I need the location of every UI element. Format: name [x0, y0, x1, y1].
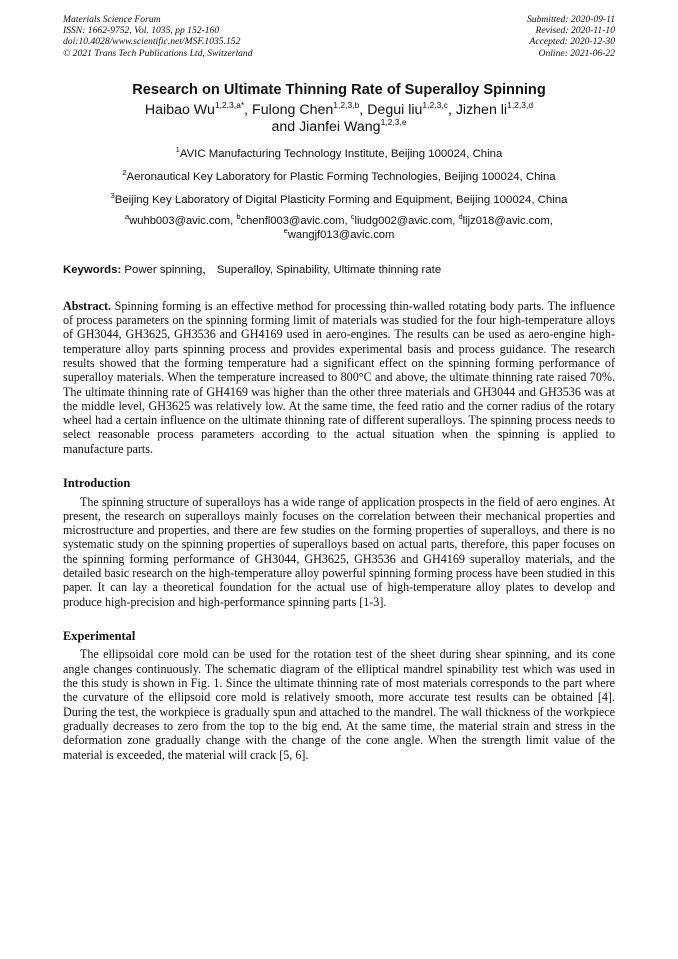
- affiliation-text: AVIC Manufacturing Technology Institute, Beijing 100024, China: [179, 147, 503, 160]
- journal-name: Materials Science Forum: [63, 14, 161, 25]
- affiliation-sup: 1: [175, 144, 180, 154]
- email-sup: b: [236, 211, 241, 221]
- abstract-label: Abstract.: [63, 298, 112, 313]
- email-link[interactable]: wuhb003@avic.com,: [129, 214, 237, 227]
- paper-title: Research on Ultimate Thinning Rate of Superalloy Spinning: [132, 81, 546, 98]
- date-submitted: Submitted: 2020-09-11: [526, 14, 615, 25]
- email-sup: c: [350, 211, 355, 221]
- affiliation-sup: 2: [122, 167, 127, 177]
- affiliation-text: Beijing Key Laboratory of Digital Plasticity Forming and Equipment, Beijing 100024, China: [114, 193, 568, 206]
- author-affil-sup: 1,2,3,a*: [214, 99, 245, 110]
- keywords-label: Keywords:: [63, 263, 122, 276]
- introduction-paragraph: The spinning structure of superalloys has a wide range of application prospects in the field of aero engines. At present, the research on superalloys mainly focuses on the correlation between their mechanical properties and microstructure and properties, and there are few studies on the forming properties of superalloys, and there is no systematic study on the spinning properties of superalloys based on actual parts, therefore, this paper focuses on the spinning forming performance of GH3044, GH3625, GH3536 and GH4169 superalloy materials, and the detailed basic research on the high-temperature alloy powerful spinning forming process have been studied in this paper. It can lay a theoretical foundation for the actual use of high-temperature alloy plates to develop and produce high-precision and high-performance spinning parts [1-3].: [63, 494, 615, 609]
- email-sup: d: [458, 211, 463, 221]
- email-line-1: [63, 211, 615, 228]
- author-list: [63, 99, 615, 137]
- submission-dates: [527, 14, 615, 59]
- introduction-heading: Introduction: [63, 476, 131, 491]
- journal-doi: doi:10.4028/www.scientific.net/MSF.1035.152: [63, 36, 241, 48]
- date-revised: Revised: 2020-11-10: [535, 25, 615, 37]
- keywords-text: Power spinning， Superalloy, Spinability, Ultimate thinning rate: [121, 263, 442, 276]
- author-separator: ,: [244, 101, 253, 118]
- email-link[interactable]: liudg002@avic.com,: [354, 214, 459, 227]
- author-name: Haibao Wu: [144, 101, 215, 118]
- author-conjunction: and: [271, 119, 300, 136]
- abstract-paragraph: [63, 299, 615, 456]
- email-sup: e: [283, 225, 288, 235]
- affiliation-item: [63, 167, 615, 184]
- experimental-heading: Experimental: [63, 628, 136, 643]
- author-affil-sup: 1,2,3,d: [507, 99, 534, 110]
- email-sup: a: [125, 211, 130, 221]
- journal-info: [63, 14, 253, 59]
- author-affil-sup: 1,2,3,e: [380, 117, 407, 128]
- affiliation-sup: 3: [110, 190, 115, 200]
- email-link[interactable]: lijz018@avic.com,: [462, 214, 553, 227]
- author-line-2: [63, 119, 615, 137]
- journal-issn: ISSN: 1662-9752, Vol. 1035, pp 152-160: [63, 25, 220, 37]
- affiliation-list: [63, 144, 615, 207]
- affiliation-item: [63, 144, 615, 161]
- keywords-line: [63, 263, 615, 277]
- email-list: [63, 211, 615, 242]
- author-name: Fulong Chen: [252, 101, 334, 118]
- author-separator: ,: [447, 101, 456, 118]
- author-separator: ,: [359, 101, 368, 118]
- email-link[interactable]: wangjf013@avic.com: [287, 228, 395, 241]
- author-name: Jizhen li: [455, 101, 508, 118]
- date-accepted: Accepted: 2020-12-30: [529, 36, 615, 48]
- affiliation-text: Aeronautical Key Laboratory for Plastic Forming Technologies, Beijing 100024, China: [126, 170, 556, 183]
- experimental-paragraph: The ellipsoidal core mold can be used for the rotation test of the sheet during shear spinning, and its cone angle changes continuously. The schematic diagram of the elliptical mandrel spinability test which was used in the this study is shown in Fig. 1. Since the ultimate thinning rate of most materials corresponds to the part where the curvature of the ellipsoid core mold is relatively smooth, more accurate test results can be obtained [4]. During the test, the workpiece is gradually spun and attached to the mandrel. The wall thickness of the workpiece gradually decreases to zero from the top to the big end. At the same time, the material strain and stress in the deformation zone gradually change with the change of the cone angle. When the strength limit value of the material is exceeded, the material will crack [5, 6].: [63, 647, 615, 762]
- email-link[interactable]: chenfl003@avic.com,: [240, 214, 351, 227]
- author-name: Degui liu: [367, 101, 423, 118]
- author-name: Jianfei Wang: [299, 119, 381, 136]
- date-online: Online: 2021-06-22: [538, 47, 615, 59]
- author-affil-sup: 1,2,3,c: [422, 99, 448, 110]
- author-affil-sup: 1,2,3,b: [333, 99, 360, 110]
- journal-header: [63, 14, 615, 59]
- email-line-2: [63, 225, 615, 242]
- abstract-text: Spinning forming is an effective method for processing thin-walled rotating body parts. The influence of process parameters on the spinning forming limit of materials was studied for the four high-temperature alloys of GH3044, GH3625, GH3536 and GH4169 used in aero-engines. The results can be used as aero-engine high-temperature alloy parts spinning process and provides experimental basis and process guidance. The research results showed that the forming temperature had a significant effect on the spinning forming performance of superalloy materials. When the temperature increased to 800°C and above, the ultimate thinning rate raised 70%. The ultimate thinning rate of GH4169 was higher than the other three materials and GH3044 and GH3536 was at the middle level, GH3625 was relatively low. At the same time, the feed ratio and the corner radius of the rotary wheel had a certain influence on the ultimate thinning rate of different superalloys. The spinning process needs to select reasonable process parameters according to the actual situation when the spinning is applied to manufacture parts.: [63, 298, 615, 456]
- affiliation-item: [63, 190, 615, 207]
- author-line-1: [63, 99, 615, 120]
- journal-copyright: © 2021 Trans Tech Publications Ltd, Switzerland: [63, 47, 253, 59]
